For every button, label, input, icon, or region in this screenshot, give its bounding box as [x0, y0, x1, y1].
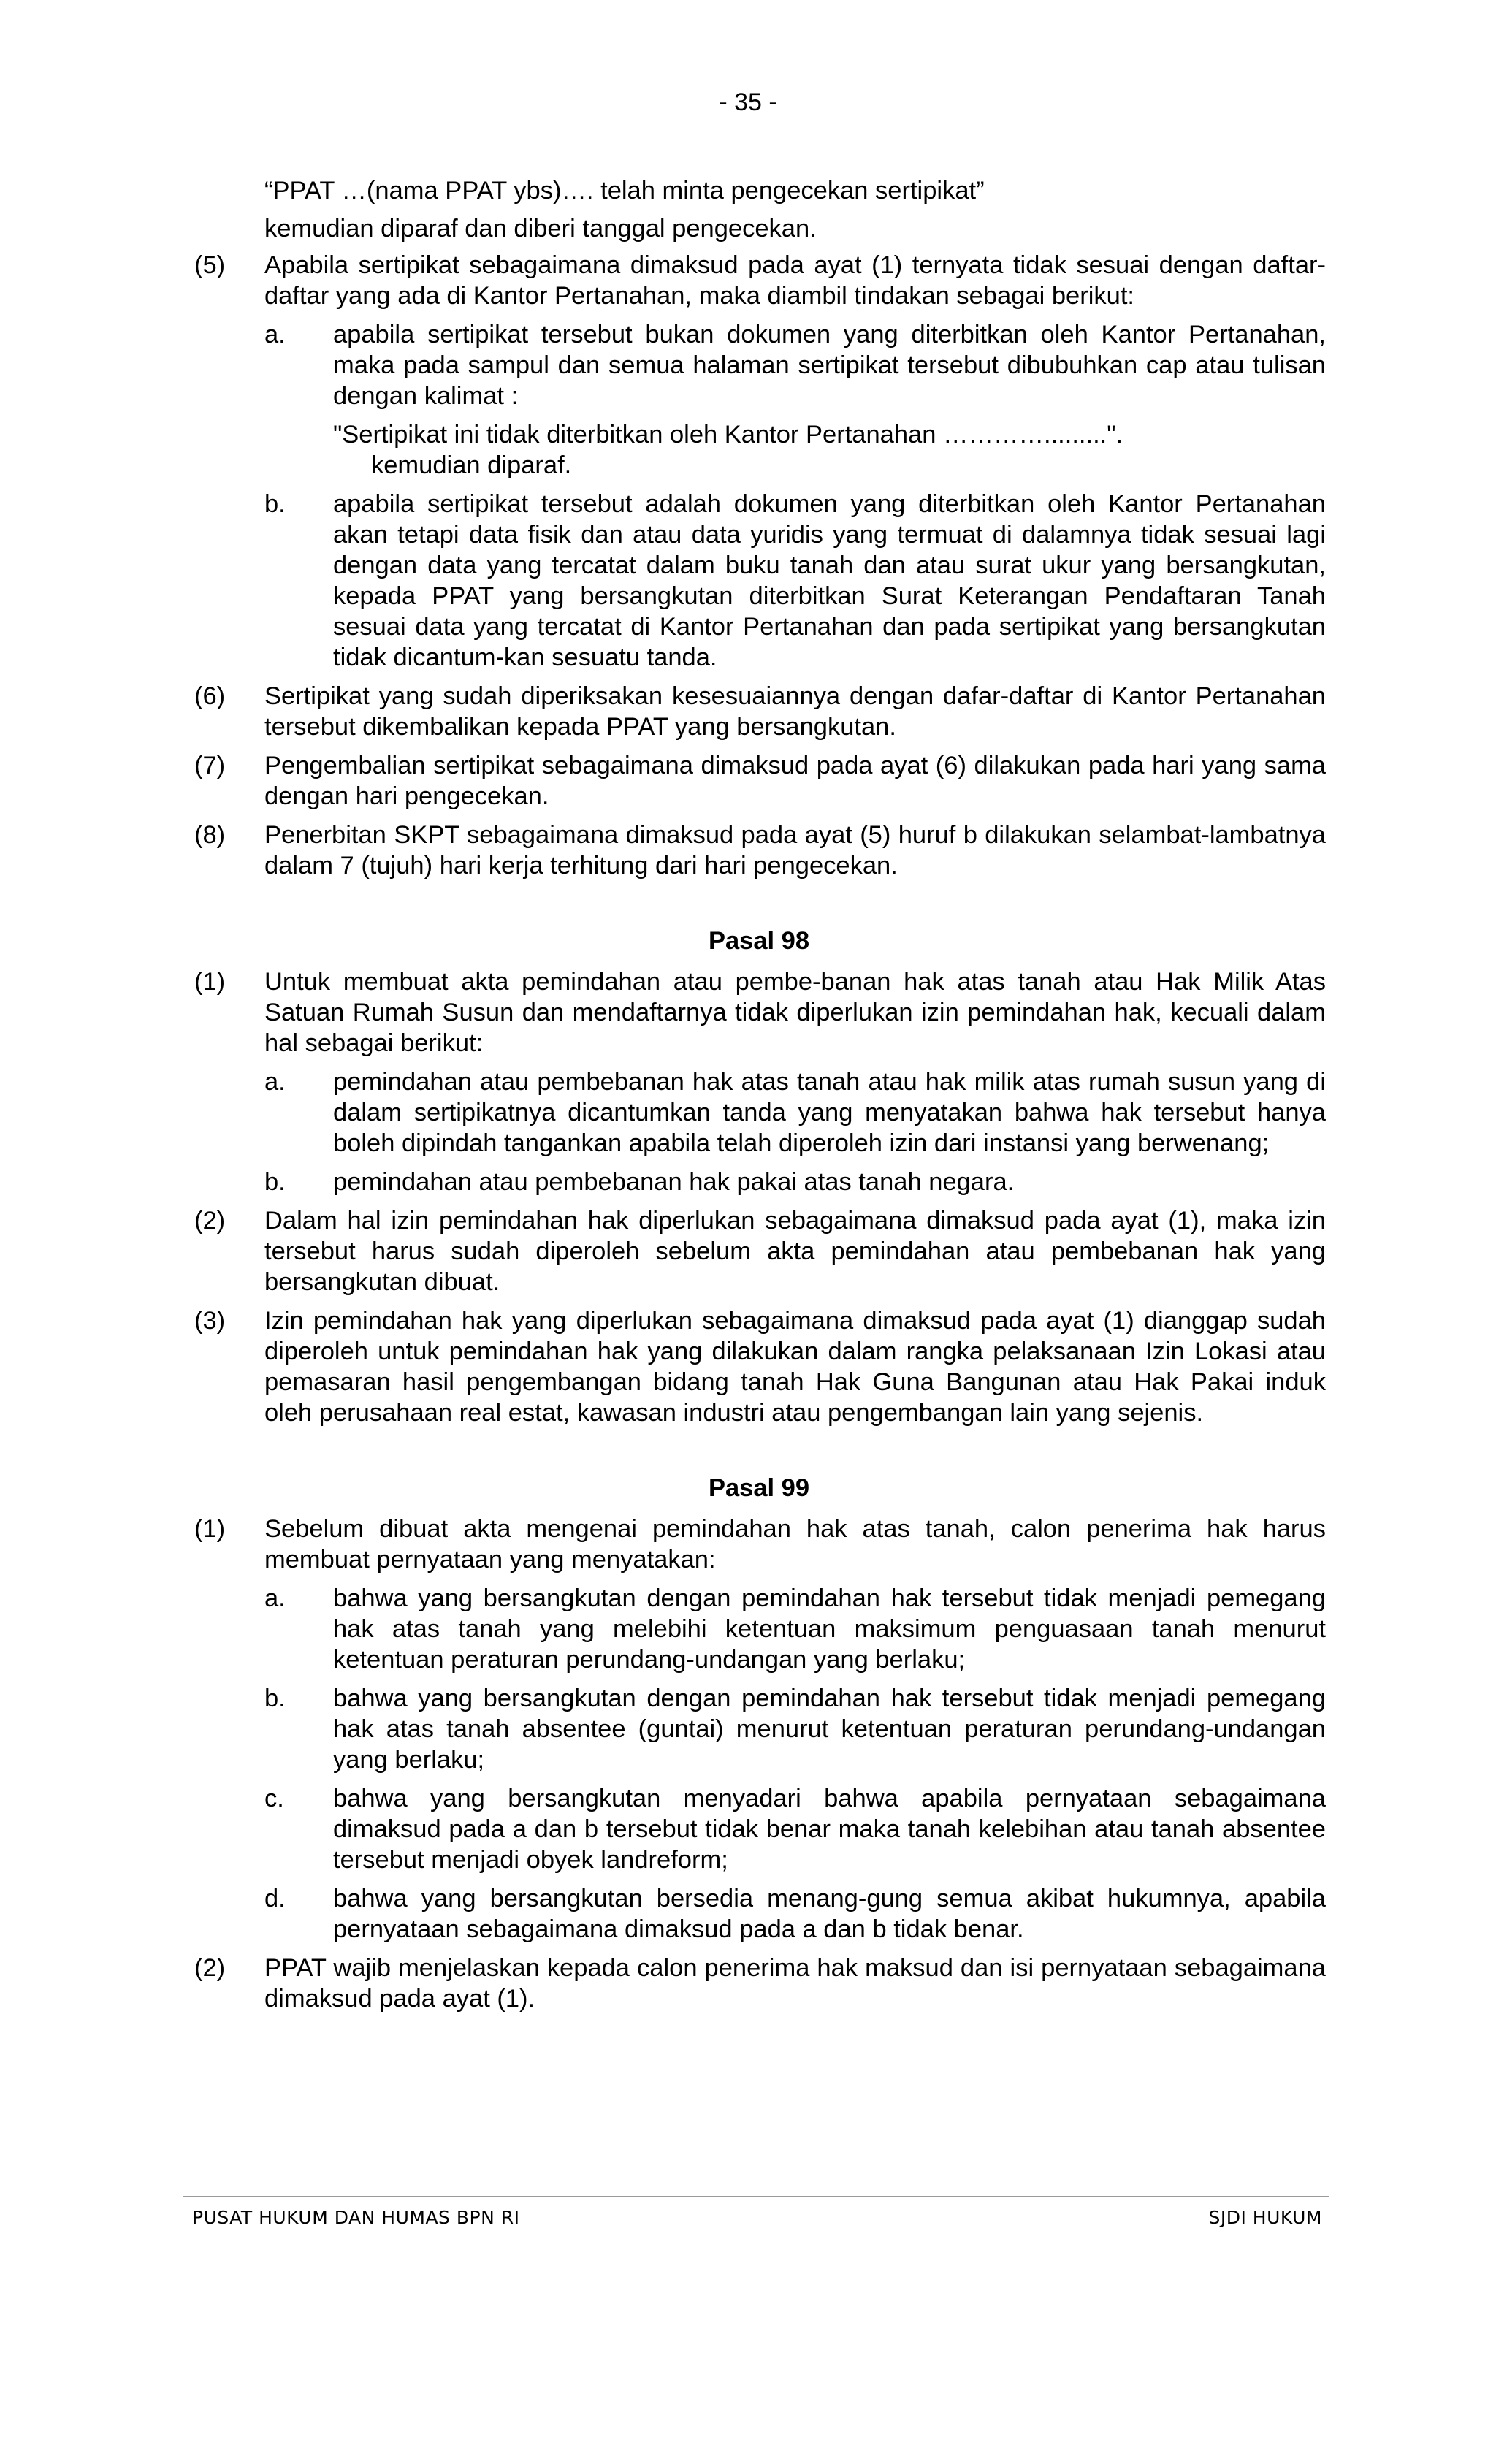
subclause-letter: b.	[264, 490, 286, 518]
clause-number: (6)	[194, 682, 226, 710]
clause-number: (2)	[194, 1207, 226, 1235]
clause-number: (3)	[194, 1307, 226, 1335]
clause-text: PPAT wajib menjelaskan kepada calon penerima hak maksud dan isi pernyataan sebagaimana dimaksud pada ayat (1).	[264, 1954, 1326, 2013]
clause-text: Dalam hal izin pemindahan hak diperlukan sebagaimana dimaksud pada ayat (1), maka izin tersebut harus sudah diperoleh sebelum akta pemindahan atau pembebanan hak yang bersangkutan dibuat.	[264, 1207, 1326, 1296]
subclause-item	[192, 489, 1326, 673]
clause-item	[192, 1953, 1326, 2014]
subclause-text: bahwa yang bersangkutan menyadari bahwa apabila pernyataan sebagaimana dimaksud pada a dan b tersebut tidak benar maka tanah kelebihan atau tanah absentee tersebut menjadi obyek landreform;	[333, 1785, 1326, 1874]
clause-number: (8)	[194, 821, 226, 849]
page-number: - 35 -	[719, 88, 777, 116]
intro-line-1: “PPAT …(nama PPAT ybs)…. telah minta pengecekan sertipikat”	[264, 177, 985, 205]
pasal-98-heading: Pasal 98	[708, 927, 810, 955]
subclause-text: apabila sertipikat tersebut adalah dokumen yang diterbitkan oleh Kantor Pertanahan akan tetapi data fisik dan atau data yuridis yang termuat di dalamnya tidak sesuai lagi dengan data yang tercatat dalam buku tanah dan atau surat ukur yang bersangkutan, kepada PPAT yang bersangkutan diterbitkan Surat Keterangan Pendaftaran Tanah sesuai data yang tercatat di Kantor Pertanahan dan pada sertipikat yang bersangkutan tidak dicantum-kan sesuatu tanda.	[333, 490, 1326, 671]
subclause-letter: a.	[264, 321, 286, 348]
subclause-item	[192, 1167, 1326, 1197]
quoted-stamp-text: "Sertipikat ini tidak diterbitkan oleh Kantor Pertanahan ………….........".	[333, 421, 1123, 449]
subclause-text: bahwa yang bersangkutan bersedia menang-gung semua akibat hukumnya, apabila pernyataan sebagaimana dimaksud pada a dan b tidak benar.	[333, 1885, 1326, 1943]
clause-item	[192, 820, 1326, 881]
clause-number: (5)	[194, 251, 226, 279]
subclause-text: bahwa yang bersangkutan dengan pemindahan hak tersebut tidak menjadi pemegang hak atas tanah yang melebihi ketentuan maksimum penguasaan tanah menurut ketentuan peraturan perundang-undangan yang berlaku;	[333, 1584, 1326, 1674]
subclause-letter: a.	[264, 1584, 286, 1612]
clause-text: Pengembalian sertipikat sebagaimana dimaksud pada ayat (6) dilakukan pada hari yang sama dengan hari pengecekan.	[264, 752, 1326, 810]
clause-item	[192, 250, 1326, 311]
clause-number: (7)	[194, 752, 226, 779]
footer-left-text: PUSAT HUKUM DAN HUMAS BPN RI	[192, 2207, 520, 2228]
clause-number: (1)	[194, 968, 226, 996]
clause-item	[192, 681, 1326, 742]
clause-item	[192, 1514, 1326, 1575]
clause-text: Untuk membuat akta pemindahan atau pembe-banan hak atas tanah atau Hak Milik Atas Satuan Rumah Susun dan mendaftarnya tidak diperlukan izin pemindahan hak, kecuali dalam hal sebagai berikut:	[264, 968, 1326, 1057]
subclause-text: pemindahan atau pembebanan hak atas tanah atau hak milik atas rumah susun yang di dalam sertipikatnya dicantumkan tanda yang menyatakan bahwa hak tersebut hanya boleh dipindah tangankan apabila telah diperoleh izin dari instansi yang berwenang;	[333, 1068, 1326, 1157]
subclause-letter: b.	[264, 1168, 286, 1196]
subclause-letter: c.	[264, 1785, 284, 1812]
quoted-stamp-continuation: kemudian diparaf.	[371, 451, 572, 479]
subclause-text: apabila sertipikat tersebut bukan dokumen yang diterbitkan oleh Kantor Pertanahan, maka pada sampul dan semua halaman sertipikat tersebut dibubuhkan cap atau tulisan dengan kalimat :	[333, 321, 1326, 410]
clause-item	[192, 750, 1326, 812]
intro-line-2: kemudian diparaf dan diberi tanggal pengecekan.	[264, 215, 817, 243]
clause-text: Apabila sertipikat sebagaimana dimaksud pada ayat (1) ternyata tidak sesuai dengan daftar-daftar yang ada di Kantor Pertanahan, maka diambil tindakan sebagai berikut:	[264, 251, 1326, 310]
clause-item	[192, 1205, 1326, 1297]
clause-text: Izin pemindahan hak yang diperlukan sebagaimana dimaksud pada ayat (1) dianggap sudah diperoleh untuk pemindahan hak yang dilakukan dalam rangka pelaksanaan Izin Lokasi atau pemasaran hasil pengembangan bidang tanah Hak Guna Bangunan atau Hak Pakai induk oleh perusahaan real estat, kawasan industri atau pengembangan lain yang sejenis.	[264, 1307, 1326, 1427]
clause-text: Sebelum dibuat akta mengenai pemindahan hak atas tanah, calon penerima hak harus membuat pernyataan yang menyatakan:	[264, 1515, 1326, 1574]
subclause-text: pemindahan atau pembebanan hak pakai atas tanah negara.	[333, 1168, 1015, 1196]
subclause-item	[192, 1683, 1326, 1775]
clause-item	[192, 966, 1326, 1059]
subclause-item	[192, 1583, 1326, 1675]
subclause-item	[192, 319, 1326, 411]
clause-number: (1)	[194, 1515, 226, 1543]
subclause-text: bahwa yang bersangkutan dengan pemindahan hak tersebut tidak menjadi pemegang hak atas tanah absentee (guntai) menurut ketentuan peraturan perundang-undangan yang berlaku;	[333, 1685, 1326, 1774]
subclause-item	[192, 1067, 1326, 1159]
subclause-item	[192, 1783, 1326, 1875]
clause-number: (2)	[194, 1954, 226, 1982]
footer-divider	[183, 2196, 1329, 2197]
subclause-letter: b.	[264, 1685, 286, 1712]
footer-right-text: SJDI HUKUM	[1208, 2207, 1322, 2228]
subclause-item	[192, 1883, 1326, 1945]
subclause-letter: d.	[264, 1885, 286, 1912]
subclause-letter: a.	[264, 1068, 286, 1096]
page-content	[192, 175, 1326, 2022]
pasal-99-heading: Pasal 99	[708, 1474, 810, 1502]
clause-text: Penerbitan SKPT sebagaimana dimaksud pada ayat (5) huruf b dilakukan selambat-lambatnya dalam 7 (tujuh) hari kerja terhitung dari hari pengecekan.	[264, 821, 1326, 880]
clause-text: Sertipikat yang sudah diperiksakan kesesuaiannya dengan dafar-daftar di Kantor Pertanahan tersebut dikembalikan kepada PPAT yang bersangkutan.	[264, 682, 1326, 741]
clause-item	[192, 1305, 1326, 1428]
